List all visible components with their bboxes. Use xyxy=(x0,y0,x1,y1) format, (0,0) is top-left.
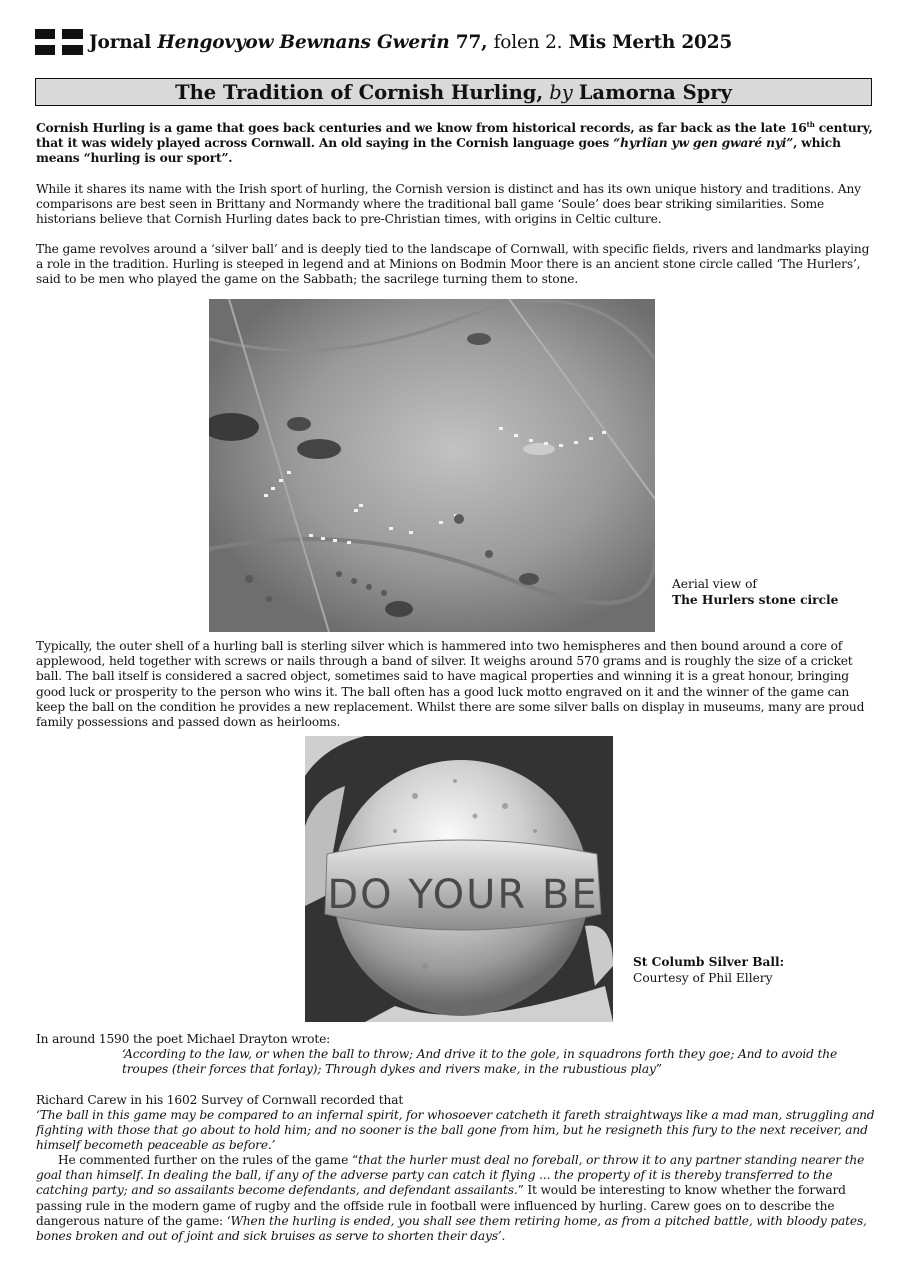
paragraph-carew: Richard Carew in his 1602 Survey of Cornwall recorded that xyxy=(36,1093,404,1107)
caption-line-2: Courtesy of Phil Ellery xyxy=(633,970,773,985)
masthead xyxy=(35,28,732,56)
journal-title: Hengovyow Bewnans Gwerin xyxy=(157,31,450,53)
silver-ball-photo xyxy=(305,736,613,1022)
aerial-photo-hurlers xyxy=(209,299,655,632)
journal-label: Jornal xyxy=(89,31,152,53)
carew-rules-quote: that the hurler must deal no foreball, or throw it to any partner standing nearer the goal than himself. In dealing the ball, if any of the adverse party can catch it flying ... the property of it is thereby transferred to the catching party; and so assailants become defendants, and defendant assailants. xyxy=(36,1153,865,1198)
article-author: Lamorna Spry xyxy=(578,80,732,104)
aerial-photo-image xyxy=(209,299,655,632)
intro-paragraph: Cornish Hurling is a game that goes back centuries and we know from historical records, as far back as the late 16th century, that it was widely played across Cornwall. An old saying in the Cornish language goes “hyrlîan yw gen gwaré nyi”, which means “hurling is our sport”. xyxy=(36,120,873,166)
drayton-quote: ‘According to the law, or when the ball to throw; And drive it to the gole, in squadrons forth they goe; And to avoid the troupes (their forces that forlay); Through dykes and rivers make, in the rubustious play” xyxy=(122,1047,838,1077)
caption-line-1: Aerial view of xyxy=(672,577,757,591)
paragraph-drayton: In around 1590 the poet Michael Drayton wrote: xyxy=(36,1032,331,1046)
issue-date: Mis Merth 2025 xyxy=(568,31,733,53)
issue-number: 77, xyxy=(455,31,488,53)
silver-ball-caption xyxy=(633,955,784,986)
cornish-flag-icon xyxy=(35,29,83,55)
article-title-box xyxy=(35,78,872,106)
paragraph-ball-description: Typically, the outer shell of a hurling ball is sterling silver which is hammered into two hemispheres and then bound around a core of applewood, held together with screws or nails through a band of silver. It weighs around 570 grams and is roughly the size of a cricket ball. The ball itself is considered a sacred object, sometimes said to have magical properties and winning it is a great honour, bringing good luck or prosperity to the person who wins it. The ball often has a good luck motto engraved on it and the winner of the game can keep the ball on the condition he provides a new replacement. Whilst there are some silver balls on display in museums, many are proud family possessions and passed down as heirlooms. xyxy=(36,639,865,730)
paragraph-rules: He commented further on the rules of the game “that the hurler must deal no foreball, or throw it to any partner standing nearer the goal than himself. In dealing the ball, if any of the adverse party can catch it flying ... the property of it is thereby transferred to the catching party; and so assailants become defendants, and defendant assailants.” It would be interesting to know whether the forward passing rule in the modern game of rugby and the offside rule in football were influenced by hurling. Carew goes on to describe the dangerous nature of the game: ‘When the hurling is ended, you shall see them retiring home, as from a pitched battle, with bloody pates, bones broken and out of joint and sick bruises as serve to shorten their days’. xyxy=(36,1153,867,1244)
caption-line-1: St Columb Silver Ball: xyxy=(633,955,785,969)
byline-by: by xyxy=(549,80,573,104)
paragraph-irish-comparison: While it shares its name with the Irish sport of hurling, the Cornish version is distinct and has its own unique history and traditions. Any comparisons are best seen in Brittany and Normandy where the traditional ball game ‘Soule’ does bear striking similarities. Some historians believe that Cornish Hurling dates back to pre-Christian times, with origins in Celtic culture. xyxy=(36,182,861,227)
caption-line-2: The Hurlers stone circle xyxy=(672,592,839,607)
aerial-photo-caption xyxy=(672,577,838,608)
page-number: folen 2. xyxy=(493,31,563,53)
silver-ball-image xyxy=(305,736,613,1022)
carew-danger-quote: When the hurling is ended, you shall see them retiring home, as from a pitched battle, with bloody pates, bones broken and out of joint and sick bruises as serve to shorten their days’. xyxy=(36,1213,867,1244)
article-title: The Tradition of Cornish Hurling, xyxy=(175,80,544,104)
cornish-saying: “hyrlîan yw gen gwaré nyi” xyxy=(613,136,794,151)
paragraph-silver-ball-landscape: The game revolves around a ‘silver ball’ and is deeply tied to the landscape of Cornwall, with specific fields, rivers and landmarks playing a role in the tradition. Hurling is steeped in legend and at Minions on Bodmin Moor there is an ancient stone circle called ‘The Hurlers’, said to be men who played the game on the Sabbath; the sacrilege turning them to stone. xyxy=(36,242,870,287)
ball-engraving-text: DO YOUR BE xyxy=(327,872,599,918)
masthead-text xyxy=(89,32,732,53)
carew-quote: ‘The ball in this game may be compared to an infernal spirit, for whosoever catcheth it fareth straightways like a mad man, struggling and fighting with those that go about to hold him; and no sooner is the ball gone from him, but he resigneth this fury to the next receiver, and himself becometh peaceable as before.’ xyxy=(36,1108,875,1153)
